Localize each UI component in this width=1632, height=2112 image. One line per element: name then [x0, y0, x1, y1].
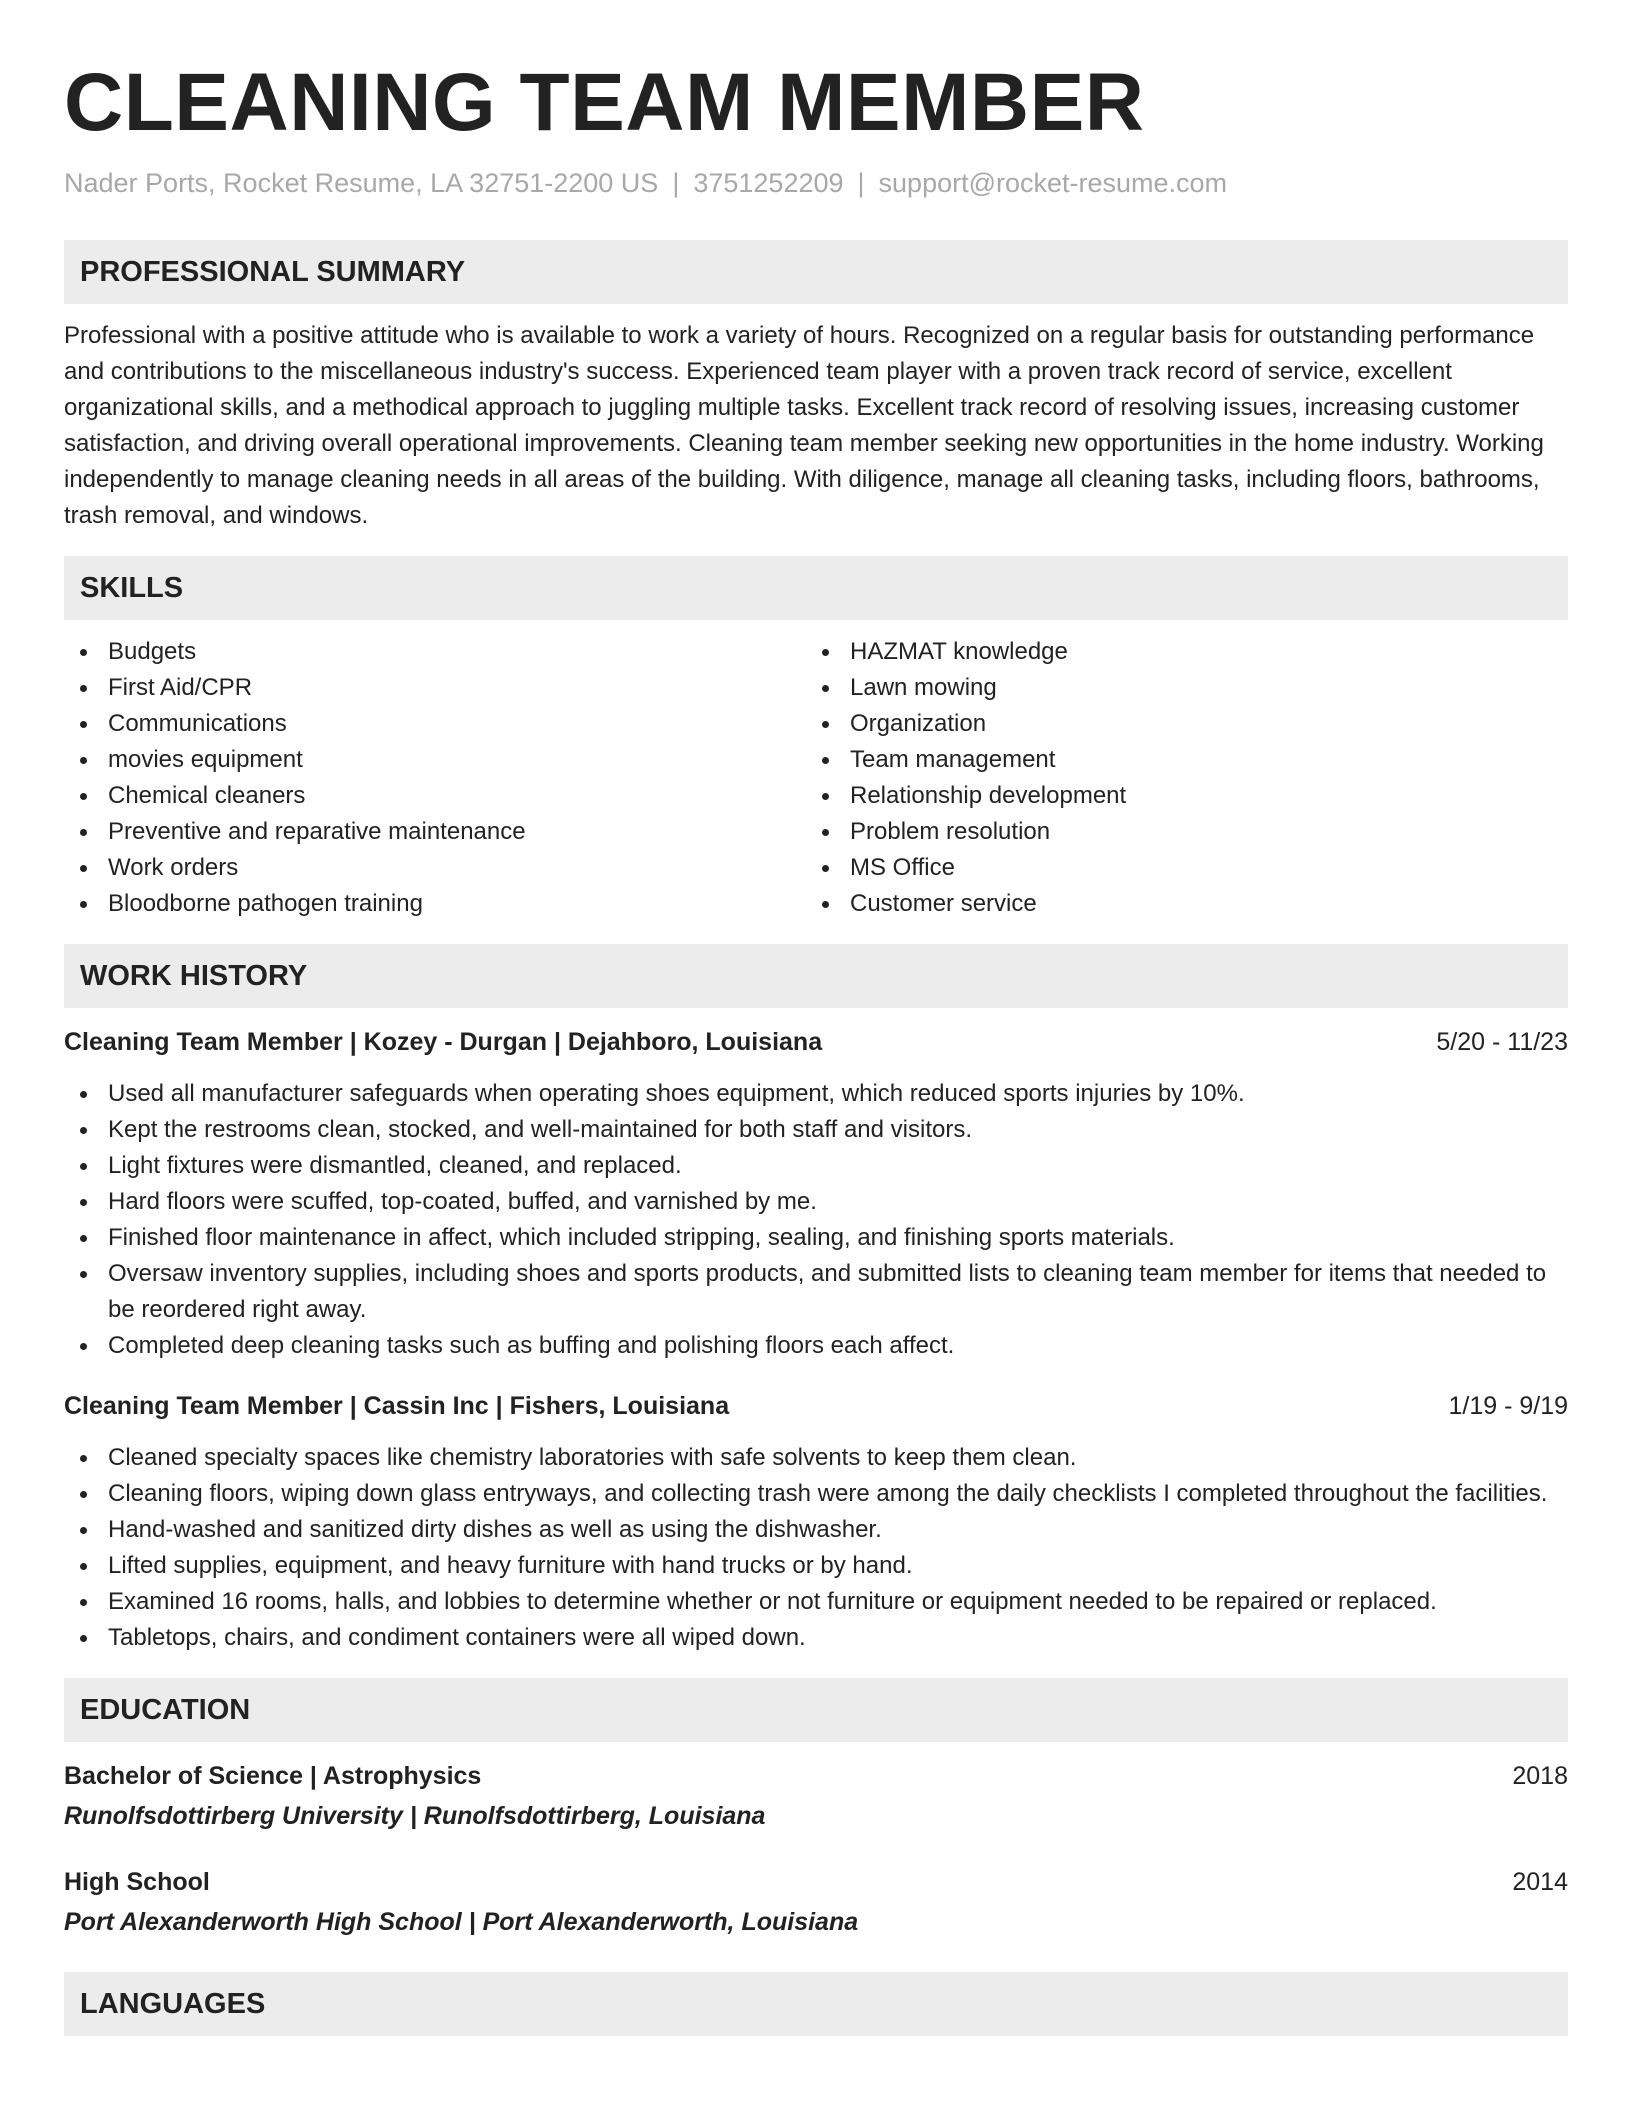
education-school: Runolfsdottirberg University | Runolfsdottirberg, Louisiana [64, 1802, 766, 1830]
resume-page [64, 0, 1568, 2036]
job-duty: Cleaning floors, wiping down glass entryways, and collecting trash were among the daily checklists I completed throughout the facilities. [64, 1476, 1568, 1512]
section-heading-languages: LANGUAGES [64, 1972, 1568, 2036]
resume-title: CLEANING TEAM MEMBER [64, 57, 1145, 148]
skill-item: Organization [806, 706, 1548, 742]
contact-separator: | [857, 168, 865, 198]
education-school: Port Alexanderworth High School | Port Alexanderworth, Louisiana [64, 1908, 859, 1936]
job-duty: Kept the restrooms clean, stocked, and well-maintained for both staff and visitors. [64, 1112, 1568, 1148]
skills-column-left [64, 634, 806, 922]
contact-separator: | [672, 168, 680, 198]
job-duty: Light fixtures were dismantled, cleaned, and replaced. [64, 1148, 1568, 1184]
skill-item: First Aid/CPR [64, 670, 806, 706]
job-duty: Hard floors were scuffed, top-coated, buffed, and varnished by me. [64, 1184, 1568, 1220]
skills-column-right [806, 634, 1548, 922]
job-duty: Tabletops, chairs, and condiment containers were all wiped down. [64, 1620, 1568, 1656]
skill-item: Team management [806, 742, 1548, 778]
job-duty: Lifted supplies, equipment, and heavy furniture with hand trucks or by hand. [64, 1548, 1568, 1584]
skill-item: Customer service [806, 886, 1548, 922]
skill-item: Work orders [64, 850, 806, 886]
skill-item: Relationship development [806, 778, 1548, 814]
section-heading-education: EDUCATION [64, 1678, 1568, 1742]
job-duty: Oversaw inventory supplies, including shoes and sports products, and submitted lists to cleaning team member for items that needed to be reordered right away. [64, 1256, 1568, 1328]
job-dates: 5/20 - 11/23 [1436, 1028, 1568, 1056]
job-duty: Used all manufacturer safeguards when operating shoes equipment, which reduced sports injuries by 10%. [64, 1076, 1568, 1112]
education-year: 2014 [1512, 1868, 1568, 1896]
skill-item: movies equipment [64, 742, 806, 778]
job-entry [64, 1388, 1568, 1656]
job-entry [64, 1024, 1568, 1364]
education-header [64, 1864, 1568, 1900]
skill-item: Preventive and reparative maintenance [64, 814, 806, 850]
skill-item: Chemical cleaners [64, 778, 806, 814]
skill-item: Budgets [64, 634, 806, 670]
education-header [64, 1758, 1568, 1794]
summary-text: Professional with a positive attitude who is available to work a variety of hours. Recognized on a regular basis for outstanding performance and contributions to the miscellaneous industry's success. Experienced team player with a proven track record of service, excellent organizational skills, and a methodical approach to juggling multiple tasks. Excellent track record of resolving issues, increasing customer satisfaction, and driving overall operational improvements. Cleaning team member seeking new opportunities in the home industry. Working independently to manage cleaning needs in all areas of the building. With diligence, manage all cleaning tasks, including floors, bathrooms, trash removal, and windows. [64, 322, 1544, 529]
education-entry [64, 1758, 1568, 1834]
job-duty: Finished floor maintenance in affect, which included stripping, sealing, and finishing sports materials. [64, 1220, 1568, 1256]
skill-item: Bloodborne pathogen training [64, 886, 806, 922]
job-duties [64, 1076, 1568, 1364]
job-title: Cleaning Team Member | Cassin Inc | Fishers, Louisiana [64, 1392, 730, 1420]
job-duties [64, 1440, 1568, 1656]
skill-item: MS Office [806, 850, 1548, 886]
job-title: Cleaning Team Member | Kozey - Durgan | Dejahboro, Louisiana [64, 1028, 823, 1056]
job-duty: Cleaned specialty spaces like chemistry laboratories with safe solvents to keep them clean. [64, 1440, 1568, 1476]
contact-email: support@rocket-resume.com [878, 168, 1228, 198]
job-duty: Hand-washed and sanitized dirty dishes as well as using the dishwasher. [64, 1512, 1568, 1548]
skill-item: Communications [64, 706, 806, 742]
education-year: 2018 [1512, 1762, 1568, 1790]
education-degree: High School [64, 1868, 210, 1896]
job-duty: Examined 16 rooms, halls, and lobbies to determine whether or not furniture or equipment needed to be repaired or replaced. [64, 1584, 1568, 1620]
section-heading-skills: SKILLS [64, 556, 1568, 620]
section-heading-summary: PROFESSIONAL SUMMARY [64, 240, 1568, 304]
job-dates: 1/19 - 9/19 [1448, 1392, 1568, 1420]
education-degree: Bachelor of Science | Astrophysics [64, 1762, 482, 1790]
job-duty: Completed deep cleaning tasks such as buffing and polishing floors each affect. [64, 1328, 1568, 1364]
job-header [64, 1388, 1568, 1424]
education-entry [64, 1864, 1568, 1940]
skills-list [64, 634, 1568, 922]
contact-line [64, 166, 1568, 200]
skill-item: Lawn mowing [806, 670, 1548, 706]
skill-item: HAZMAT knowledge [806, 634, 1548, 670]
section-heading-work-history: WORK HISTORY [64, 944, 1568, 1008]
contact-address: Nader Ports, Rocket Resume, LA 32751-2200 US [64, 168, 659, 198]
skill-item: Problem resolution [806, 814, 1548, 850]
contact-phone: 3751252209 [693, 168, 844, 198]
job-header [64, 1024, 1568, 1060]
